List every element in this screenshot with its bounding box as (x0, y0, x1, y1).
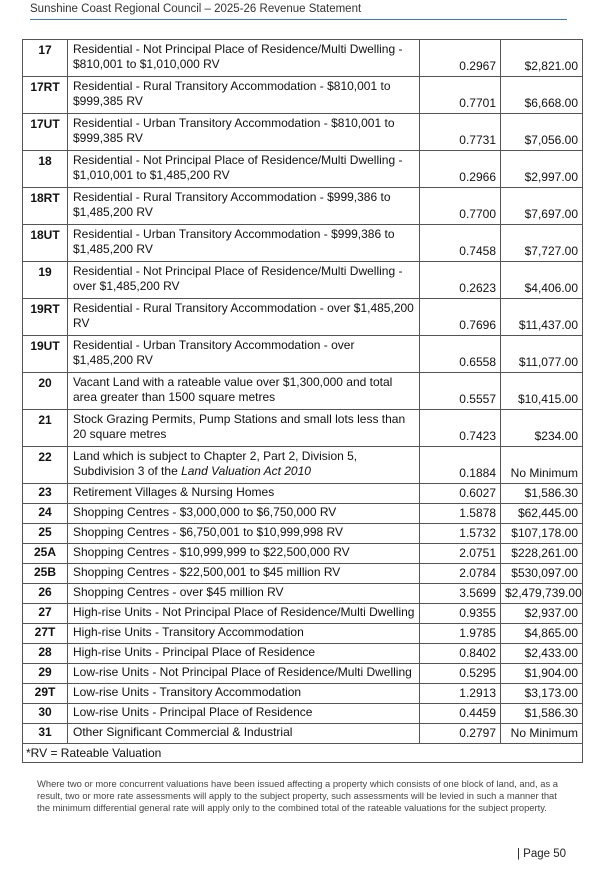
description-text: Other Significant Commercial & Industrial (73, 725, 293, 739)
rate-cell: 0.7458 (420, 225, 501, 262)
category-code-cell: 19RT (23, 299, 68, 336)
description-text: Residential - Rural Transitory Accommodation - over $1,485,200 RV (73, 301, 414, 330)
table-row (23, 410, 583, 447)
footnote-paragraph: Where two or more concurrent valuations have been issued affecting a property which consists of one block of land, and, as a result, two or more rate assessments will apply to the subject property, such assessments will be levied in such a manner that the minimum differential general rate will apply only to the combined total of the rateable valuations for the subject property. (37, 778, 558, 814)
minimum-cell: No Minimum (501, 447, 583, 484)
minimum-cell: $62,445.00 (501, 504, 583, 524)
description-text: Residential - Not Principal Place of Residence/Multi Dwelling - $810,001 to $1,010,000 RV (73, 42, 403, 71)
rate-cell: 2.0751 (420, 544, 501, 564)
table-row (23, 225, 583, 262)
description-cell (68, 504, 420, 524)
rate-cell: 0.2623 (420, 262, 501, 299)
minimum-cell: $7,056.00 (501, 114, 583, 151)
minimum-cell: $11,437.00 (501, 299, 583, 336)
rate-cell: 0.2966 (420, 151, 501, 188)
minimum-cell: $2,997.00 (501, 151, 583, 188)
category-code-cell: 21 (23, 410, 68, 447)
category-code-cell: 25B (23, 564, 68, 584)
minimum-cell: $2,433.00 (501, 644, 583, 664)
description-text: Low-rise Units - Transitory Accommodation (73, 685, 302, 699)
category-code-cell: 29 (23, 664, 68, 684)
minimum-cell: $4,406.00 (501, 262, 583, 299)
rv-definition-note: *RV = Rateable Valuation (23, 744, 583, 763)
description-cell (68, 524, 420, 544)
rate-cell: 0.7423 (420, 410, 501, 447)
minimum-cell: $2,937.00 (501, 604, 583, 624)
category-code-cell: 22 (23, 447, 68, 484)
category-code-cell: 17RT (23, 77, 68, 114)
rate-cell: 0.5557 (420, 373, 501, 410)
category-code-cell: 19UT (23, 336, 68, 373)
table-row (23, 544, 583, 564)
minimum-cell: $1,586.30 (501, 704, 583, 724)
description-cell (68, 484, 420, 504)
description-cell (68, 664, 420, 684)
description-cell (68, 584, 420, 604)
minimum-cell: $7,727.00 (501, 225, 583, 262)
category-code-cell: 29T (23, 684, 68, 704)
category-code-cell: 27T (23, 624, 68, 644)
description-cell (68, 373, 420, 410)
rate-cell: 3.5699 (420, 584, 501, 604)
rates-table-body (23, 40, 583, 763)
rate-cell: 0.1884 (420, 447, 501, 484)
category-code-cell: 23 (23, 484, 68, 504)
description-cell (68, 410, 420, 447)
description-cell (68, 225, 420, 262)
category-code-cell: 26 (23, 584, 68, 604)
minimum-cell: $7,697.00 (501, 188, 583, 225)
table-row (23, 188, 583, 225)
rate-cell: 0.6558 (420, 336, 501, 373)
description-text: Residential - Urban Transitory Accommodation - $999,386 to $1,485,200 RV (73, 227, 395, 256)
page-number: | Page 50 (517, 848, 567, 860)
rate-cell: 2.0784 (420, 564, 501, 584)
table-note-row (23, 744, 583, 763)
rate-cell: 0.2797 (420, 724, 501, 744)
category-code-cell: 18RT (23, 188, 68, 225)
description-cell (68, 262, 420, 299)
description-cell (68, 544, 420, 564)
category-code-cell: 25 (23, 524, 68, 544)
description-cell (68, 644, 420, 664)
description-text: Residential - Not Principal Place of Residence/Multi Dwelling - over $1,485,200 RV (73, 264, 403, 293)
table-row (23, 262, 583, 299)
table-row (23, 624, 583, 644)
description-text: High-rise Units - Not Principal Place of Residence/Multi Dwelling (73, 605, 415, 619)
table-row (23, 373, 583, 410)
differential-rates-table (22, 39, 583, 763)
page-header: Sunshine Coast Regional Council – 2025-26 Revenue Statement (30, 3, 362, 15)
table-row (23, 299, 583, 336)
description-cell (68, 684, 420, 704)
rate-cell: 1.5732 (420, 524, 501, 544)
category-code-cell: 31 (23, 724, 68, 744)
description-cell (68, 40, 420, 77)
rate-cell: 0.2967 (420, 40, 501, 77)
description-text: Residential - Urban Transitory Accommodation - over $1,485,200 RV (73, 338, 355, 367)
description-cell (68, 77, 420, 114)
category-code-cell: 20 (23, 373, 68, 410)
rate-cell: 0.7731 (420, 114, 501, 151)
description-text: Residential - Rural Transitory Accommodation - $999,386 to $1,485,200 RV (73, 190, 391, 219)
description-cell (68, 724, 420, 744)
minimum-cell: $234.00 (501, 410, 583, 447)
description-cell (68, 564, 420, 584)
description-text: Low-rise Units - Principal Place of Residence (73, 705, 313, 719)
table-row (23, 447, 583, 484)
minimum-cell: $10,415.00 (501, 373, 583, 410)
description-text: Residential - Not Principal Place of Residence/Multi Dwelling - $1,010,001 to $1,485,200 RV (73, 153, 403, 182)
category-code-cell: 17 (23, 40, 68, 77)
header-rule (30, 19, 567, 20)
description-cell (68, 604, 420, 624)
description-cell (68, 704, 420, 724)
category-code-cell: 18UT (23, 225, 68, 262)
description-text: Land which is subject to Chapter 2, Part 2, Division 5, Subdivision 3 of the (73, 449, 358, 478)
minimum-cell: $3,173.00 (501, 684, 583, 704)
category-code-cell: 24 (23, 504, 68, 524)
minimum-cell: $11,077.00 (501, 336, 583, 373)
minimum-cell: $4,865.00 (501, 624, 583, 644)
description-text: Stock Grazing Permits, Pump Stations and small lots less than 20 square metres (73, 412, 406, 441)
table-row (23, 151, 583, 188)
table-row (23, 704, 583, 724)
description-text: Shopping Centres - over $45 million RV (73, 585, 284, 599)
rate-cell: 1.5878 (420, 504, 501, 524)
description-text: Retirement Villages & Nursing Homes (73, 485, 275, 499)
minimum-cell: $6,668.00 (501, 77, 583, 114)
description-text: Shopping Centres - $22,500,001 to $45 million RV (73, 565, 341, 579)
rate-cell: 0.5295 (420, 664, 501, 684)
description-text: Residential - Urban Transitory Accommodation - $810,001 to $999,385 RV (73, 116, 395, 145)
rate-cell: 0.7701 (420, 77, 501, 114)
description-cell (68, 447, 420, 484)
description-cell (68, 624, 420, 644)
description-italic-text: Land Valuation Act 2010 (181, 464, 311, 478)
table-row (23, 504, 583, 524)
table-row (23, 684, 583, 704)
minimum-cell: $2,821.00 (501, 40, 583, 77)
category-code-cell: 19 (23, 262, 68, 299)
table-row (23, 77, 583, 114)
rate-cell: 0.8402 (420, 644, 501, 664)
description-text: Vacant Land with a rateable value over $1,300,000 and total area greater than 1500 square metres (73, 375, 393, 404)
rate-cell: 0.4459 (420, 704, 501, 724)
description-cell (68, 336, 420, 373)
rate-cell: 0.6027 (420, 484, 501, 504)
description-text: Shopping Centres - $3,000,000 to $6,750,000 RV (73, 505, 337, 519)
category-code-cell: 17UT (23, 114, 68, 151)
description-text: Residential - Rural Transitory Accommodation - $810,001 to $999,385 RV (73, 79, 391, 108)
table-row (23, 524, 583, 544)
category-code-cell: 30 (23, 704, 68, 724)
category-code-cell: 27 (23, 604, 68, 624)
description-text: Shopping Centres - $6,750,001 to $10,999,998 RV (73, 525, 343, 539)
rate-cell: 1.9785 (420, 624, 501, 644)
rate-cell: 0.9355 (420, 604, 501, 624)
description-text: Low-rise Units - Not Principal Place of Residence/Multi Dwelling (73, 665, 412, 679)
minimum-cell: $107,178.00 (501, 524, 583, 544)
minimum-cell: $1,586.30 (501, 484, 583, 504)
minimum-cell: $1,904.00 (501, 664, 583, 684)
minimum-cell: $530,097.00 (501, 564, 583, 584)
table-row (23, 584, 583, 604)
table-row (23, 664, 583, 684)
description-cell (68, 188, 420, 225)
table-row (23, 644, 583, 664)
table-row (23, 336, 583, 373)
minimum-cell: $2,479,739.00 (501, 584, 583, 604)
description-text: High-rise Units - Transitory Accommodation (73, 625, 304, 639)
table-row (23, 604, 583, 624)
table-row (23, 40, 583, 77)
table-row (23, 724, 583, 744)
description-text: Shopping Centres - $10,999,999 to $22,500,000 RV (73, 545, 350, 559)
category-code-cell: 25A (23, 544, 68, 564)
table-row (23, 114, 583, 151)
category-code-cell: 18 (23, 151, 68, 188)
table-row (23, 484, 583, 504)
description-text: High-rise Units - Principal Place of Residence (73, 645, 316, 659)
table-row (23, 564, 583, 584)
minimum-cell: No Minimum (501, 724, 583, 744)
rate-cell: 0.7696 (420, 299, 501, 336)
description-cell (68, 114, 420, 151)
category-code-cell: 28 (23, 644, 68, 664)
rate-cell: 1.2913 (420, 684, 501, 704)
minimum-cell: $228,261.00 (501, 544, 583, 564)
description-cell (68, 299, 420, 336)
rate-cell: 0.7700 (420, 188, 501, 225)
description-cell (68, 151, 420, 188)
